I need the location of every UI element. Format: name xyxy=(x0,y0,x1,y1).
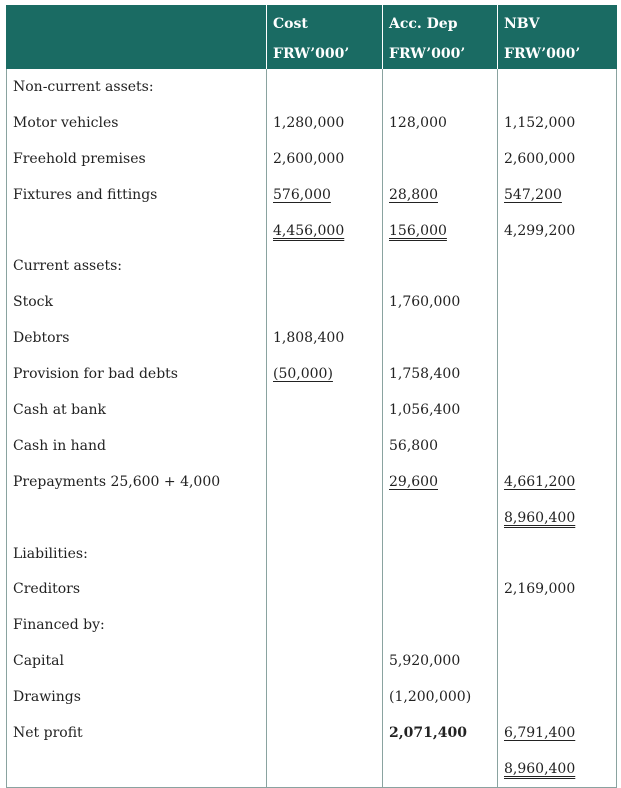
row-label xyxy=(7,500,267,536)
row-value-c1 xyxy=(267,428,383,464)
table-row xyxy=(7,751,617,787)
row-value-text: 8,960,400 xyxy=(504,509,576,526)
row-value-c3 xyxy=(498,536,617,572)
row-label-text: Prepayments 25,600 + 4,000 xyxy=(13,473,221,490)
row-value-text: 2,071,400 xyxy=(389,724,467,741)
row-label-text: Net profit xyxy=(13,724,83,741)
table-row xyxy=(7,177,617,213)
table-row xyxy=(7,320,617,356)
header-acc-dep-unit: FRW’000’ xyxy=(389,46,466,62)
row-value-c2 xyxy=(383,356,498,392)
row-value-text: 2,600,000 xyxy=(273,150,345,167)
row-value-text: 128,000 xyxy=(389,114,447,131)
row-value-c3 xyxy=(498,356,617,392)
row-value-text: 576,000 xyxy=(273,186,331,203)
table-row xyxy=(7,607,617,643)
table-row xyxy=(7,679,617,715)
row-value-text: 1,808,400 xyxy=(273,330,345,347)
row-value-c2 xyxy=(383,751,498,787)
table-row xyxy=(7,356,617,392)
table-row xyxy=(7,141,617,177)
row-value-c1 xyxy=(267,643,383,679)
row-value-c1 xyxy=(267,213,383,249)
row-label-text: Non-current assets: xyxy=(13,78,154,95)
row-label xyxy=(7,643,267,679)
row-label-text: Capital xyxy=(13,653,64,670)
header-row xyxy=(7,5,617,69)
table-row xyxy=(7,428,617,464)
row-value-c1 xyxy=(267,500,383,536)
row-value-c2 xyxy=(383,464,498,500)
row-value-text: 56,800 xyxy=(389,437,438,454)
table-row xyxy=(7,69,617,105)
row-value-c2 xyxy=(383,715,498,751)
row-value-text: 4,299,200 xyxy=(504,222,576,239)
row-value-text: 2,600,000 xyxy=(504,150,576,167)
row-value-c3 xyxy=(498,464,617,500)
row-value-text: 6,791,400 xyxy=(504,724,576,741)
header-acc-dep xyxy=(383,5,498,69)
row-value-text: 4,661,200 xyxy=(504,473,576,490)
row-label-text: Freehold premises xyxy=(13,150,146,167)
row-value-c3 xyxy=(498,284,617,320)
row-label-text: Cash at bank xyxy=(13,401,106,418)
table-row xyxy=(7,571,617,607)
row-label xyxy=(7,392,267,428)
header-cost-unit: FRW’000’ xyxy=(273,46,350,62)
row-value-c1 xyxy=(267,464,383,500)
table-row xyxy=(7,536,617,572)
row-value-c1 xyxy=(267,356,383,392)
row-value-text: 28,800 xyxy=(389,186,438,203)
row-label xyxy=(7,607,267,643)
row-label xyxy=(7,679,267,715)
table-row xyxy=(7,284,617,320)
row-label-text: Fixtures and fittings xyxy=(13,186,158,203)
row-label xyxy=(7,356,267,392)
row-value-text: 8,960,400 xyxy=(504,760,576,777)
row-value-text: (50,000) xyxy=(273,366,333,383)
row-label-text: Debtors xyxy=(13,330,70,347)
row-value-c3 xyxy=(498,715,617,751)
row-value-c2 xyxy=(383,607,498,643)
row-label xyxy=(7,69,267,105)
row-label xyxy=(7,105,267,141)
row-label-text: Creditors xyxy=(13,581,81,598)
row-value-c2 xyxy=(383,500,498,536)
table-body xyxy=(7,69,617,787)
row-value-text: 1,758,400 xyxy=(389,366,461,383)
table-row xyxy=(7,464,617,500)
row-value-c2 xyxy=(383,536,498,572)
row-value-text: 5,920,000 xyxy=(389,653,461,670)
row-label-text: Drawings xyxy=(13,689,81,706)
table-row xyxy=(7,248,617,284)
row-label-text: Financed by: xyxy=(13,617,105,634)
table-row xyxy=(7,715,617,751)
row-label-text: Current assets: xyxy=(13,258,123,275)
row-value-c2 xyxy=(383,284,498,320)
row-value-c3 xyxy=(498,105,617,141)
row-value-c1 xyxy=(267,284,383,320)
row-value-c2 xyxy=(383,248,498,284)
row-value-c3 xyxy=(498,141,617,177)
row-label-text: Motor vehicles xyxy=(13,114,119,131)
row-value-c2 xyxy=(383,105,498,141)
row-label-text: Cash in hand xyxy=(13,437,106,454)
row-value-c2 xyxy=(383,69,498,105)
row-label-text: Provision for bad debts xyxy=(13,366,178,383)
row-value-c2 xyxy=(383,571,498,607)
row-value-c2 xyxy=(383,141,498,177)
balance-sheet xyxy=(6,5,616,788)
row-label-text: Liabilities: xyxy=(13,545,88,562)
header-nbv-title: NBV xyxy=(504,16,540,32)
row-value-text: 4,456,000 xyxy=(273,222,345,239)
header-cost xyxy=(267,5,383,69)
row-value-text: 1,056,400 xyxy=(389,401,461,418)
table-row xyxy=(7,213,617,249)
row-value-c2 xyxy=(383,392,498,428)
row-value-c3 xyxy=(498,571,617,607)
balance-sheet-table xyxy=(6,5,617,788)
row-value-c3 xyxy=(498,392,617,428)
row-value-c1 xyxy=(267,105,383,141)
row-value-c3 xyxy=(498,320,617,356)
row-label-text: Stock xyxy=(13,294,53,311)
row-value-text: 547,200 xyxy=(504,186,562,203)
header-cost-title: Cost xyxy=(273,16,308,32)
row-label xyxy=(7,464,267,500)
header-nbv-unit: FRW’000’ xyxy=(504,46,581,62)
row-label xyxy=(7,571,267,607)
row-label xyxy=(7,320,267,356)
row-label xyxy=(7,536,267,572)
row-value-c1 xyxy=(267,571,383,607)
table-row xyxy=(7,392,617,428)
row-value-c2 xyxy=(383,643,498,679)
table-row xyxy=(7,643,617,679)
row-value-c2 xyxy=(383,679,498,715)
row-value-c3 xyxy=(498,248,617,284)
row-value-c2 xyxy=(383,428,498,464)
row-value-text: (1,200,000) xyxy=(389,689,472,706)
row-value-c2 xyxy=(383,320,498,356)
row-value-c3 xyxy=(498,69,617,105)
row-value-text: 2,169,000 xyxy=(504,581,576,598)
header-label-col xyxy=(7,5,267,69)
row-value-c1 xyxy=(267,392,383,428)
row-value-c1 xyxy=(267,177,383,213)
row-value-c3 xyxy=(498,428,617,464)
row-label xyxy=(7,284,267,320)
row-value-c2 xyxy=(383,213,498,249)
row-label xyxy=(7,141,267,177)
row-value-text: 156,000 xyxy=(389,222,447,239)
row-label xyxy=(7,428,267,464)
row-value-c3 xyxy=(498,500,617,536)
row-label xyxy=(7,715,267,751)
row-value-c1 xyxy=(267,69,383,105)
row-value-c1 xyxy=(267,141,383,177)
row-value-c1 xyxy=(267,751,383,787)
table-row xyxy=(7,500,617,536)
row-value-text: 1,760,000 xyxy=(389,294,461,311)
row-value-c3 xyxy=(498,177,617,213)
row-value-c1 xyxy=(267,715,383,751)
row-value-c2 xyxy=(383,177,498,213)
row-value-c3 xyxy=(498,679,617,715)
row-value-c3 xyxy=(498,751,617,787)
row-value-text: 29,600 xyxy=(389,473,438,490)
row-label xyxy=(7,177,267,213)
row-label xyxy=(7,248,267,284)
row-label xyxy=(7,213,267,249)
row-value-c1 xyxy=(267,607,383,643)
row-value-c3 xyxy=(498,213,617,249)
row-value-text: 1,280,000 xyxy=(273,114,345,131)
row-value-c1 xyxy=(267,248,383,284)
row-value-c1 xyxy=(267,536,383,572)
row-value-c3 xyxy=(498,643,617,679)
row-value-c3 xyxy=(498,607,617,643)
row-value-c1 xyxy=(267,679,383,715)
row-value-text: 1,152,000 xyxy=(504,114,576,131)
header-acc-dep-title: Acc. Dep xyxy=(389,16,458,32)
table-row xyxy=(7,105,617,141)
header-nbv xyxy=(498,5,617,69)
row-value-c1 xyxy=(267,320,383,356)
row-label xyxy=(7,751,267,787)
